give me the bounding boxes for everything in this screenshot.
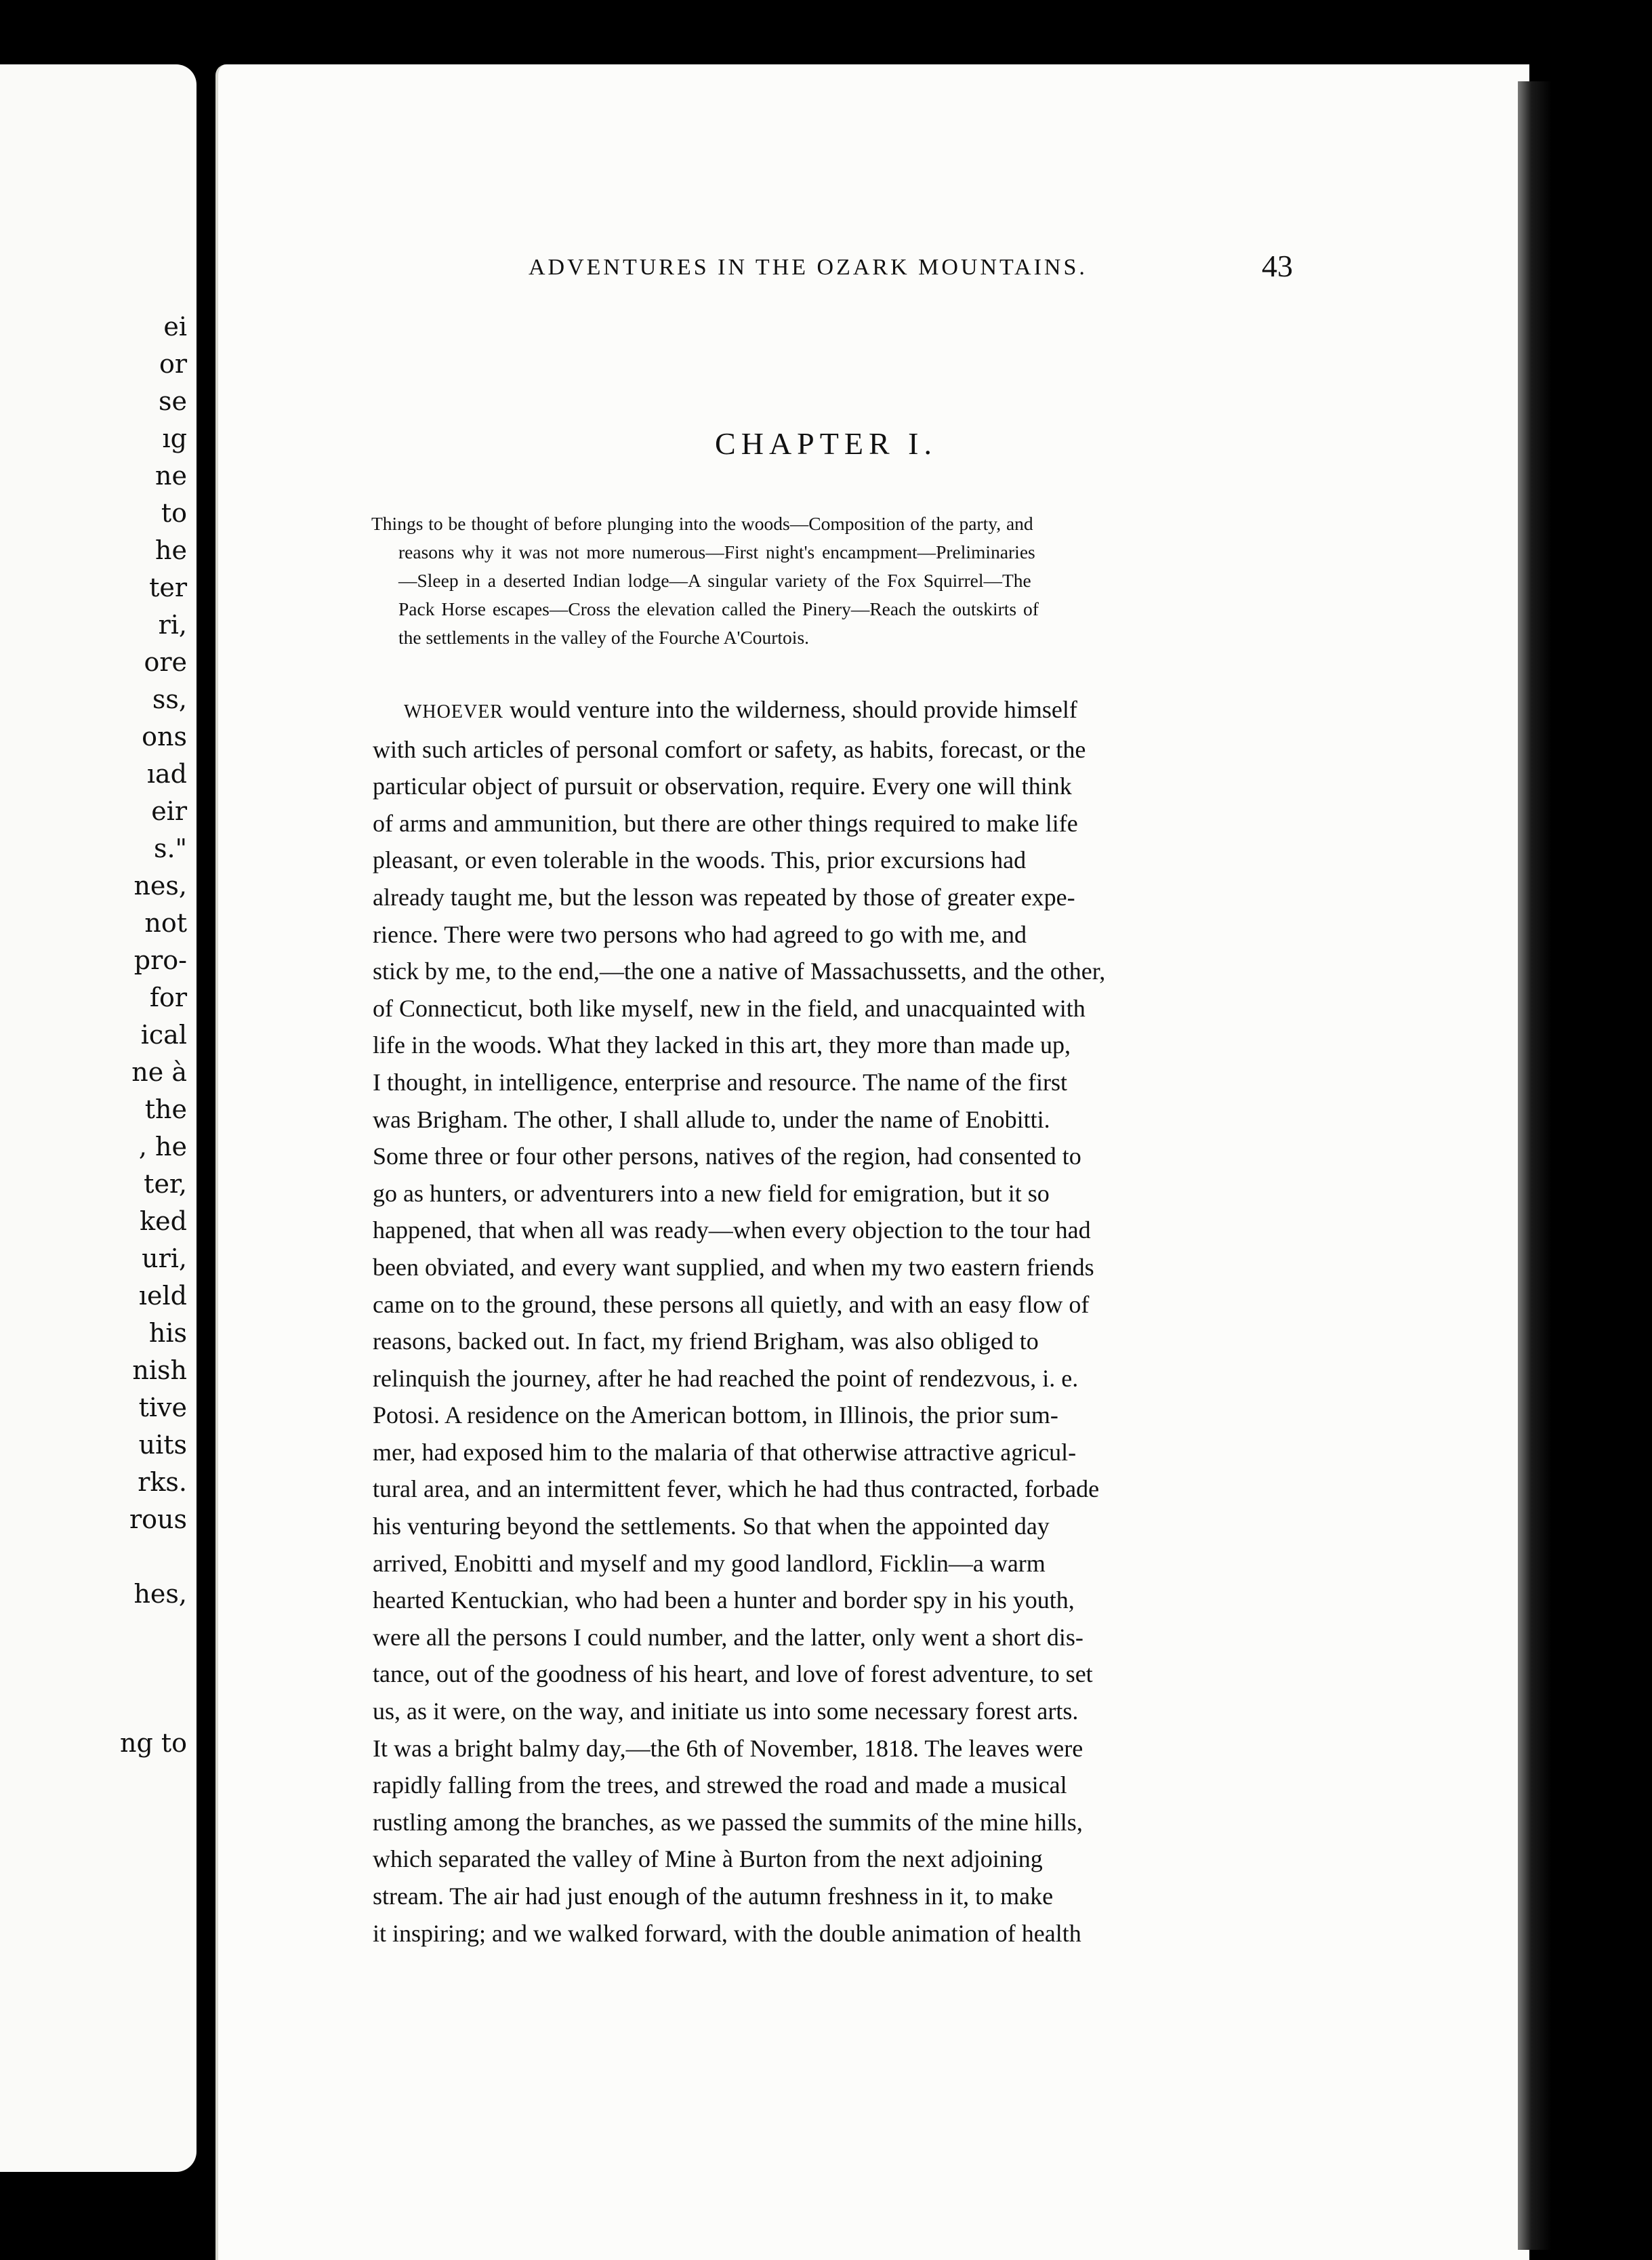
body-line: tural area, and an intermittent fever, which he had thus contracted, forbade <box>373 1475 1100 1503</box>
body-line: us, as it were, on the way, and initiate us into some necessary forest arts. <box>373 1698 1079 1725</box>
page-edge-shadow <box>1518 81 1552 2250</box>
facing-page-text: tive <box>138 1393 187 1422</box>
facing-page-text: ter <box>149 573 187 602</box>
facing-page-text: ıg <box>162 424 187 453</box>
facing-page-text: ng to <box>119 1728 187 1758</box>
body-line <box>373 691 1301 731</box>
body-line: hearted Kentuckian, who had been a hunter and border spy in his youth, <box>373 1586 1075 1614</box>
facing-page-text: ei <box>163 312 187 342</box>
chapter-title: CHAPTER I. <box>715 426 937 461</box>
facing-page-text: the <box>144 1094 187 1124</box>
body-line: it inspiring; and we walked forward, with the double animation of health <box>373 1919 1081 1947</box>
facing-page-text: to <box>161 498 187 528</box>
body-line: of arms and ammunition, but there are other things required to make life <box>373 809 1078 837</box>
facing-page-fragment <box>0 64 197 2172</box>
body-line: tance, out of the goodness of his heart, and love of forest adventure, to set <box>373 1660 1093 1688</box>
body-line: of Connecticut, both like myself, new in the field, and unacquainted with <box>373 994 1086 1022</box>
summary-line: reasons why it was not more numerous—First night's encampment—Preliminaries <box>398 541 1035 562</box>
body-line: Potosi. A residence on the American bottom, in Illinois, the prior sum- <box>373 1401 1058 1429</box>
body-line: his venturing beyond the settlements. So that when the appointed day <box>373 1513 1050 1540</box>
body-line: arrived, Enobitti and myself and my good landlord, Ficklin—a warm <box>373 1549 1046 1577</box>
body-line: rapidly falling from the trees, and strewed the road and made a musical <box>373 1771 1067 1799</box>
body-line: came on to the ground, these persons all quietly, and with an easy flow of <box>373 1290 1090 1318</box>
body-line: already taught me, but the lesson was repeated by those of greater expe- <box>373 883 1075 911</box>
body-paragraph <box>373 691 1301 1952</box>
facing-page-text: eir <box>151 796 187 826</box>
body-line: were all the persons I could number, and the latter, only went a short dis- <box>373 1623 1083 1651</box>
facing-page-text: rous <box>129 1504 187 1534</box>
body-line: go as hunters, or adventurers into a new field for emigration, but it so <box>373 1179 1050 1207</box>
chapter-summary <box>371 510 1293 652</box>
body-line: particular object of pursuit or observation, require. Every one will think <box>373 773 1072 800</box>
facing-page-text: rks. <box>138 1467 187 1497</box>
body-line: mer, had exposed him to the malaria of that otherwise attractive agricul- <box>373 1438 1077 1466</box>
body-line: relinquish the journey, after he had reached the point of rendezvous, i. e. <box>373 1364 1079 1392</box>
body-line: Some three or four other persons, natives of the region, had consented to <box>373 1143 1081 1170</box>
body-line: life in the woods. What they lacked in this art, they more than made up, <box>373 1031 1071 1059</box>
facing-page-text: pro- <box>133 945 187 975</box>
body-line: with such articles of personal comfort or safety, as habits, forecast, or the <box>373 735 1086 763</box>
summary-line: the settlements in the valley of the Fourche A'Courtois. <box>398 627 810 648</box>
facing-page-text: , he <box>138 1132 187 1162</box>
facing-page-text: ss, <box>152 684 187 714</box>
body-line: reasons, backed out. In fact, my friend Brigham, was also obliged to <box>373 1328 1039 1355</box>
facing-page-text: ical <box>140 1020 187 1050</box>
facing-page-text: nish <box>132 1355 187 1385</box>
facing-page-text: for <box>149 983 187 1012</box>
body-line: rience. There were two persons who had agreed to go with me, and <box>373 920 1027 948</box>
facing-page-text: s." <box>153 834 187 863</box>
facing-page-text: ıeld <box>138 1281 187 1311</box>
facing-page-text: not <box>144 908 187 938</box>
facing-page-text: nes, <box>133 871 187 901</box>
facing-page-text: or <box>159 349 187 379</box>
first-line-text: would venture into the wilderness, should provide himself <box>503 696 1077 723</box>
facing-page-text: uri, <box>142 1244 187 1273</box>
facing-page-text: ter, <box>144 1169 187 1199</box>
summary-line: Things to be thought of before plunging into the woods—Composition of the party, and <box>371 513 1033 534</box>
body-line: happened, that when all was ready—when every objection to the tour had <box>373 1216 1091 1244</box>
summary-line: Pack Horse escapes—Cross the elevation called the Pinery—Reach the outskirts of <box>398 598 1039 619</box>
facing-page-text: ons <box>142 722 187 752</box>
facing-page-text: ri, <box>158 610 187 640</box>
page-number: 43 <box>1262 249 1293 283</box>
drop-word: WHOEVER <box>404 701 503 722</box>
facing-page-text: ore <box>144 647 187 677</box>
facing-page-text: se <box>159 386 187 416</box>
body-line: stick by me, to the end,—the one a native of Massachussetts, and the other, <box>373 958 1106 985</box>
facing-page-text: ne à <box>131 1057 187 1087</box>
body-line: been obviated, and every want supplied, and when my two eastern friends <box>373 1253 1094 1281</box>
facing-page-text: his <box>148 1318 187 1348</box>
facing-page-text: hes, <box>133 1579 187 1609</box>
body-line: was Brigham. The other, I shall allude to, under the name of Enobitti. <box>373 1105 1050 1133</box>
running-head: ADVENTURES IN THE OZARK MOUNTAINS. <box>529 255 1088 280</box>
body-line: which separated the valley of Mine à Burton from the next adjoining <box>373 1845 1043 1873</box>
facing-page-text: uits <box>138 1430 187 1460</box>
facing-page-text: ne <box>155 461 187 491</box>
facing-page-text: ked <box>140 1206 187 1236</box>
body-line: pleasant, or even tolerable in the woods. This, prior excursions had <box>373 846 1027 874</box>
summary-line: —Sleep in a deserted Indian lodge—A singular variety of the Fox Squirrel—The <box>398 570 1031 591</box>
facing-page-text: he <box>155 535 187 565</box>
body-line: It was a bright balmy day,—the 6th of November, 1818. The leaves were <box>373 1734 1083 1762</box>
body-line: stream. The air had just enough of the autumn freshness in it, to make <box>373 1883 1054 1910</box>
body-line: I thought, in intelligence, enterprise and resource. The name of the first <box>373 1068 1067 1096</box>
body-line: rustling among the branches, as we passed the summits of the mine hills, <box>373 1808 1083 1836</box>
facing-page-text: ıad <box>146 759 187 789</box>
